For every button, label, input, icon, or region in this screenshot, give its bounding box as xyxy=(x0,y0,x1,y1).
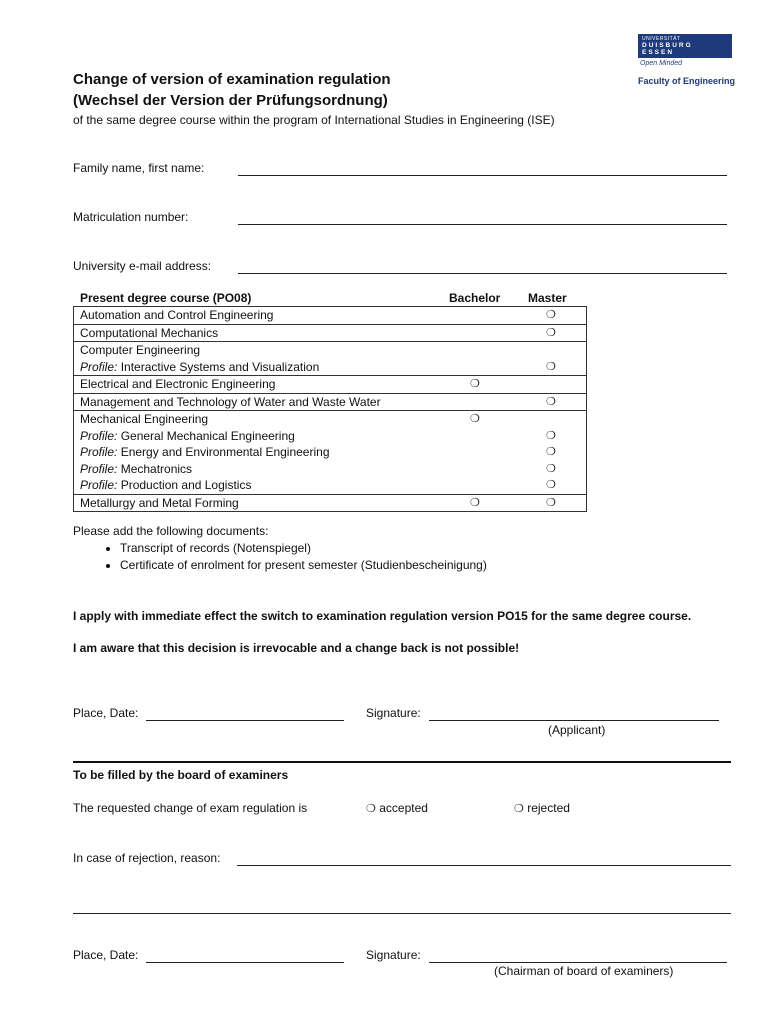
course-name: Computer Engineering xyxy=(80,343,201,357)
faculty-name: Faculty of Engineering xyxy=(638,76,736,86)
family-name-field[interactable] xyxy=(238,175,727,176)
master-option-icon[interactable]: ❍ xyxy=(546,360,556,373)
aware-statement: I am aware that this decision is irrevocable and a change back is not possible! xyxy=(73,641,520,655)
board-place-date-label: Place, Date: xyxy=(73,948,139,962)
course-name: Metallurgy and Metal Forming xyxy=(80,495,239,510)
board-signature-label: Signature: xyxy=(366,948,421,962)
course-line xyxy=(80,444,586,461)
apply-statement: I apply with immediate effect the switch to examination regulation version PO15 for the same degree course. xyxy=(73,609,692,623)
bachelor-option-icon[interactable]: ❍ xyxy=(470,413,480,425)
course-name: Mechatronics xyxy=(117,461,193,476)
course-name: Automation and Control Engineering xyxy=(80,308,274,322)
course-name: Mechanical Engineering xyxy=(80,412,209,426)
course-line xyxy=(80,477,586,494)
course-name: Electrical and Electronic Engineering xyxy=(80,377,276,391)
course-cell xyxy=(74,342,587,376)
logo-line-1: UNIVERSITÄT xyxy=(642,36,681,42)
course-row xyxy=(74,342,587,376)
section-divider xyxy=(73,761,731,763)
course-table xyxy=(73,306,587,512)
course-row xyxy=(74,393,587,411)
logo-line-3: ESSEN xyxy=(642,49,675,56)
profile-prefix: Profile: xyxy=(80,445,118,459)
master-option-icon[interactable]: ❍ xyxy=(546,479,556,491)
course-name: Production and Logistics xyxy=(117,478,252,492)
bachelor-option-icon[interactable]: ❍ xyxy=(470,496,480,509)
documents-intro: Please add the following documents: xyxy=(73,524,269,538)
course-name: Interactive Systems and Visualization xyxy=(117,359,320,374)
board-place-date-field[interactable] xyxy=(146,962,344,963)
course-line xyxy=(80,495,586,512)
course-line xyxy=(80,307,586,324)
applicant-place-date-label: Place, Date: xyxy=(73,706,139,720)
logo-line-2: DUISBURG xyxy=(642,42,693,49)
course-cell xyxy=(74,324,587,342)
email-field[interactable] xyxy=(238,273,727,274)
accepted-label: accepted xyxy=(379,801,428,815)
document-item: • Certificate of enrolment for present semester (Studienbescheinigung) xyxy=(120,557,487,574)
university-logo xyxy=(638,34,732,58)
email-label: University e-mail address: xyxy=(73,259,212,273)
document-item: • Transcript of records (Notenspiegel) xyxy=(120,540,487,557)
course-row xyxy=(74,324,587,342)
master-option-icon[interactable]: ❍ xyxy=(546,309,556,321)
rejection-reason-label: In case of rejection, reason: xyxy=(73,851,221,865)
matriculation-label: Matriculation number: xyxy=(73,210,189,224)
board-requested-label: The requested change of exam regulation is xyxy=(73,801,308,815)
applicant-signature-label: Signature: xyxy=(366,706,421,720)
course-name: Management and Technology of Water and Waste Water xyxy=(80,394,381,409)
master-option-icon[interactable]: ❍ xyxy=(546,446,556,458)
applicant-caption: (Applicant) xyxy=(548,723,606,737)
course-line xyxy=(80,376,586,393)
course-line xyxy=(80,461,586,478)
profile-prefix: Profile: xyxy=(80,428,118,443)
board-signature-field[interactable] xyxy=(429,962,727,963)
matriculation-field[interactable] xyxy=(238,224,727,225)
master-option-icon[interactable]: ❍ xyxy=(546,496,556,509)
master-option-icon[interactable]: ❍ xyxy=(546,462,556,475)
course-cell xyxy=(74,307,587,325)
rejected-radio-icon[interactable]: ❍ xyxy=(514,803,524,815)
master-option-icon[interactable]: ❍ xyxy=(546,326,556,339)
course-line xyxy=(80,411,586,428)
course-row xyxy=(74,376,587,394)
rejected-label: rejected xyxy=(527,801,570,815)
course-line xyxy=(80,342,586,359)
page-subtitle: (Wechsel der Version der Prüfungsordnung) xyxy=(73,92,388,109)
rejected-option[interactable] xyxy=(514,801,570,815)
board-caption: (Chairman of board of examiners) xyxy=(494,964,674,978)
course-cell xyxy=(74,494,587,512)
profile-prefix: Profile: xyxy=(80,461,118,476)
course-cell xyxy=(74,393,587,411)
profile-prefix: Profile: xyxy=(80,359,118,374)
course-line xyxy=(80,325,586,342)
course-row xyxy=(74,307,587,325)
page-title: Change of version of examination regulation xyxy=(73,71,391,88)
applicant-signature-field[interactable] xyxy=(429,720,719,721)
course-line xyxy=(80,359,586,376)
family-name-label: Family name, first name: xyxy=(73,161,205,175)
course-cell xyxy=(74,411,587,495)
profile-prefix: Profile: xyxy=(80,478,118,492)
course-line xyxy=(80,394,586,411)
course-name: Computational Mechanics xyxy=(80,325,219,340)
documents-list xyxy=(73,540,487,574)
bachelor-header: Bachelor xyxy=(449,291,501,305)
accepted-option[interactable] xyxy=(366,801,428,815)
rejection-reason-field-2[interactable] xyxy=(73,913,731,914)
course-name: Energy and Environmental Engineering xyxy=(117,445,330,459)
logo-tagline: Open Minded xyxy=(640,60,683,67)
accepted-radio-icon[interactable]: ❍ xyxy=(366,803,376,815)
master-header: Master xyxy=(528,291,567,305)
course-header: Present degree course (PO08) xyxy=(80,291,252,305)
course-row xyxy=(74,494,587,512)
master-option-icon[interactable]: ❍ xyxy=(546,395,556,408)
bachelor-option-icon[interactable]: ❍ xyxy=(470,378,480,390)
course-name: General Mechanical Engineering xyxy=(117,428,295,443)
page-description: of the same degree course within the program of International Studies in Engineering (ISE) xyxy=(73,113,555,127)
course-row xyxy=(74,411,587,495)
rejection-reason-field[interactable] xyxy=(237,865,731,866)
course-line xyxy=(80,428,586,445)
applicant-place-date-field[interactable] xyxy=(146,720,344,721)
master-option-icon[interactable]: ❍ xyxy=(546,429,556,442)
board-heading: To be filled by the board of examiners xyxy=(73,768,289,782)
course-cell xyxy=(74,376,587,394)
